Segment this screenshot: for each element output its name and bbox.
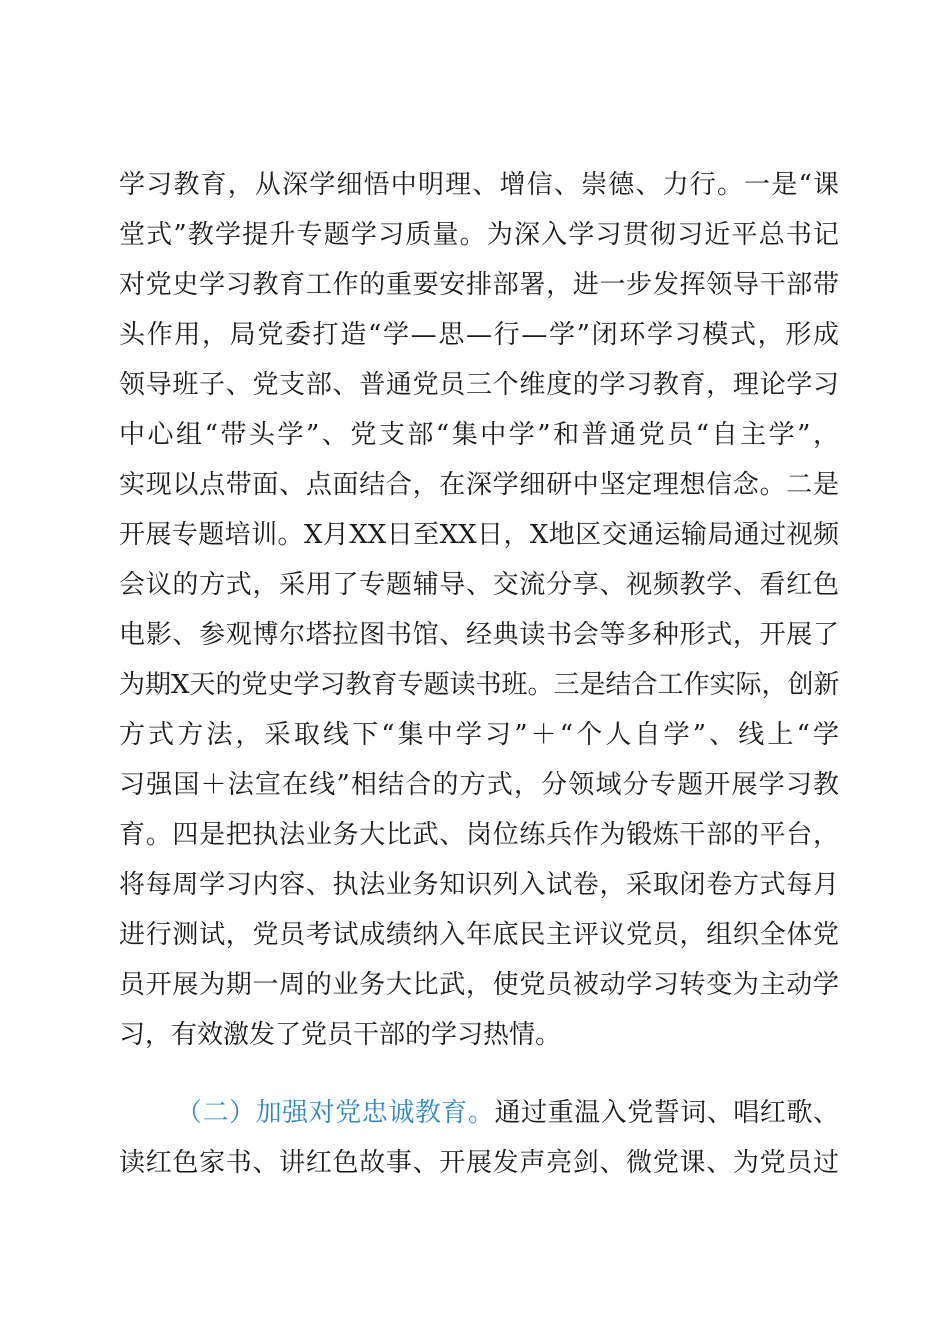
text-line: 电影、参观博尔塔拉图书馆、经典读书会等多种形式，开展了 bbox=[119, 620, 839, 650]
text-line: 堂式”教学提升专题学习质量。为深入学习贯彻习近平总书记 bbox=[119, 220, 839, 250]
text-line: 会议的方式，采用了专题辅导、交流分享、视频教学、看红色 bbox=[119, 570, 839, 600]
text-line: 中心组“带头学”、党支部“集中学”和普通党员“自主学”， bbox=[119, 420, 839, 450]
text-line: 习强国＋法宣在线”相结合的方式，分领域分专题开展学习教 bbox=[119, 770, 839, 800]
text-line: 头作用，局党委打造“学—思—行—学”闭环学习模式，形成 bbox=[119, 320, 839, 350]
paragraph-gap bbox=[119, 1060, 839, 1088]
section-heading: （二）加强对党忠诚教育。 bbox=[176, 1098, 495, 1128]
text-line: 读红色家书、讲红色故事、开展发声亮剑、微党课、为党员过 bbox=[119, 1148, 839, 1178]
body-text bbox=[119, 160, 839, 1188]
text-line: 领导班子、党支部、普通党员三个维度的学习教育，理论学习 bbox=[119, 370, 839, 400]
text-line: 对党史学习教育工作的重要安排部署，进一步发挥领导干部带 bbox=[119, 270, 839, 300]
text-line: 习，有效激发了党员干部的学习热情。 bbox=[119, 1020, 562, 1050]
text-line: 方式方法，采取线下“集中学习”＋“个人自学”、线上“学 bbox=[119, 720, 839, 750]
text-line: 为期X天的党史学习教育专题读书班。三是结合工作实际，创新 bbox=[119, 670, 840, 700]
text-line: 开展专题培训。X月XX日至XX日，X地区交通运输局通过视频 bbox=[119, 520, 839, 550]
text-line: 将每周学习内容、执法业务知识列入试卷，采取闭卷方式每月 bbox=[119, 870, 839, 900]
text-line: 学习教育，从深学细悟中明理、增信、崇德、力行。一是“课 bbox=[119, 170, 839, 200]
section-first-line bbox=[119, 1088, 839, 1138]
text-line: 育。四是把执法业务大比武、岗位练兵作为锻炼干部的平台， bbox=[119, 820, 839, 850]
section-text: 通过重温入党誓词、唱红歌、 bbox=[494, 1098, 839, 1128]
text-line: 实现以点带面、点面结合，在深学细研中坚定理想信念。二是 bbox=[119, 470, 839, 500]
text-line: 进行测试，党员考试成绩纳入年底民主评议党员，组织全体党 bbox=[119, 920, 839, 950]
text-line: 员开展为期一周的业务大比武，使党员被动学习转变为主动学 bbox=[119, 970, 839, 1000]
